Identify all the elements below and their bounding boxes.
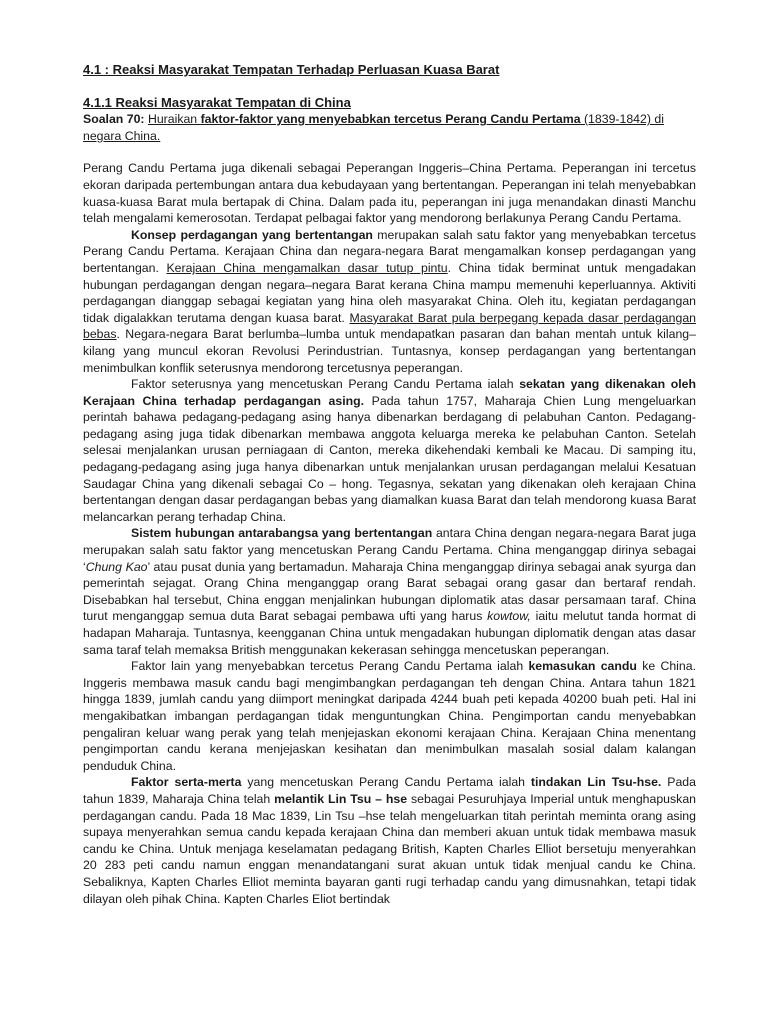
question-text-1: Huraikan: [147, 112, 201, 127]
section-heading: 4.1 : Reaksi Masyarakat Tempatan Terhadap Perluasan Kuasa Barat: [83, 62, 500, 77]
text-run: Pada tahun 1839, Maharaja China telah: [83, 775, 696, 806]
text-run: Faktor lain yang menyebabkan tercetus Perang Candu Pertama ialah: [131, 659, 529, 674]
bold-phrase: melantik Lin Tsu – hse: [274, 791, 408, 806]
paragraph-sekatan: [83, 376, 696, 525]
subsection-heading: 4.1.1 Reaksi Masyarakat Tempatan di China: [83, 94, 351, 110]
bold-phrase: Konsep perdagangan yang bertentangan: [131, 227, 373, 242]
italic-phrase: kowtow,: [487, 609, 531, 624]
text-run: . China tidak berminat untuk mengadakan hubungan perdagangan dengan negara–negara Barat kerana China mampu memenuhi keperluannya. Aktiviti perdagangan dianggap sebagai kegiatan yang hina oleh masyarakat China. Oleh itu, kegiatan perdagangan tidak digalakkan terutama dengan kuasa barat.: [83, 260, 697, 325]
question-text-bold: faktor-faktor yang menyebabkan tercetus Perang Candu Pertama: [200, 112, 581, 127]
text-run: iaitu melutut tanda hormat di hadapan Maharaja. Tuntasnya, keengganan China untuk mengadakan hubungan diplomatik dengan atas dasar sama taraf telah memaksa British menggunakan kekerasan sehingga mencetuskan peperangan.: [83, 609, 696, 657]
text-run: Pada tahun 1757, Maharaja Chien Lung mengeluarkan perintah bahawa pedagang-pedagang asing hanya dibenarkan berdagang di pelabuhan Canton. Pedagang-pedagang asing juga tidak dibenarkan membawa anggota keluarga mereka ke pelabuhan Canton. Setelah selesai menjalankan urusan perniagaan di Canton, mereka dikehendaki kembali ke Macau. Di samping itu, pedagang-pedagang asing juga hanya dibenarkan untuk menjalankan urusan perdagangan melalui Kesatuan Saudagar China yang dikenali sebagai Co – hong. Tegasnya, sekatan yang dikenakan oleh kerajaan China bertentangan dengan dasar perdagangan bebas yang diamalkan kuasa Barat dan telah mendorong kuasa Barat melancarkan perang terhadap China.: [83, 393, 697, 524]
text-run: ke China. Inggeris membawa masuk candu bagi mengimbangkan perdagangan teh dengan China. Antara tahun 1821 hingga 1839, jumlah candu yang diimport meningkat daripada 4244 buah peti kepada 40200 buah peti. Hal ini mengakibatkan imbangan perdagangan tidak menguntungkan China. Pengimportan candu menyebabkan pengaliran keluar wang perak yang telah menjejaskan ekonomi kerajaan China. Kerajaan China menentang pengimportan candu kerana menjejaskan kesihatan dan menimbulkan masalah sosial dalam kalangan penduduk China.: [83, 659, 696, 773]
text-run: yang mencetuskan Perang Candu Pertama ialah: [241, 775, 531, 790]
bold-phrase: sekatan yang dikenakan oleh Kerajaan China terhadap perdagangan asing.: [83, 377, 696, 408]
bold-phrase: Faktor serta-merta: [131, 775, 242, 790]
question-label: Soalan 70:: [83, 112, 145, 127]
bold-phrase: kemasukan candu: [528, 659, 637, 674]
bold-phrase: tindakan Lin Tsu-hse.: [530, 775, 662, 790]
text-run: ’ atau pusat dunia yang bertamadun. Maharaja China menganggap dirinya sebagai anak syurga dan pemerintah sejagat. Orang China menganggap orang Barat sebagai orang gasar dan bertaraf rendah. Disebabkan hal tersebut, China enggan menjalinkan hubungan diplomatik atas dasar persamaan taraf. China turut menganggap semua duta Barat sebagai pembawa ufti yang harus: [83, 559, 696, 624]
text-run: merupakan salah satu faktor yang menyebabkan tercetus Perang Candu Pertama. Kerajaan China dan negara-negara Barat mengamalkan konsep perdagangan yang bertentangan.: [83, 227, 696, 275]
underlined-phrase: Kerajaan China mengamalkan dasar tutup pintu: [166, 260, 448, 275]
paragraph-konsep-perdagangan: [83, 227, 696, 376]
text-run: Faktor seterusnya yang mencetuskan Perang Candu Pertama ialah: [131, 377, 520, 392]
paragraph-intro: Perang Candu Pertama juga dikenali sebagai Peperangan Inggeris–China Pertama. Peperangan ini tercetus ekoran daripada pertembungan antara dua kebudayaan yang bertentangan. Peperangan ini telah menyebabkan kuasa-kuasa Barat mula bertapak di China. Dalam pada itu, peperangan ini juga menandakan dinasti Manchu telah mengalami kemerosotan. Terdapat pelbagai faktor yang mendorong berlakunya Perang Candu Pertama.: [83, 161, 696, 226]
paragraph-hubungan-antarabangsa: [83, 525, 696, 658]
text-run: sebagai Pesuruhjaya Imperial untuk menghapuskan perdagangan candu. Pada 18 Mac 1839, Lin Tsu –hse telah mengeluarkan titah perintah meminta orang asing supaya menyerahkan semua candu kepada kerajaan China dan memberi akuan untuk tidak membawa masuk candu ke China. Untuk menjaga keselamatan pedagang British, Kapten Charles Elliot bersetuju menyerahkan 20 283 peti candu namun enggan menandatangani surat akuan untuk tidak menjual candu ke China. Sebaliknya, Kapten Charles Elliot meminta bayaran ganti rugi terhadap candu yang dimusnahkan, tetapi tidak dilayan oleh pihak China. Kapten Charles Eliot bertindak: [83, 791, 696, 906]
paragraph-kemasukan-candu: [83, 658, 696, 774]
bold-phrase: Sistem hubungan antarabangsa yang bertentangan: [131, 526, 433, 541]
question-text-2: (1839-1842) di negara China.: [83, 112, 664, 143]
paragraph-faktor-serta-merta: [83, 774, 696, 907]
text-run: . Negara-negara Barat berlumba–lumba untuk mendapatkan pasaran dan bahan mentah untuk kilang–kilang yang muncul ekoran Revolusi Perindustrian. Tuntasnya, konsep perdagangan yang bertentangan menimbulkan konflik seterusnya mendorong tercetusnya peperangan.: [83, 327, 696, 375]
italic-phrase: Chung Kao: [85, 559, 148, 574]
question: [83, 111, 696, 144]
text-run: antara China dengan negara-negara Barat juga merupakan salah satu faktor yang mencetuskan Perang Candu Pertama. China menganggap dirinya sebagai ‘: [83, 526, 696, 574]
underlined-phrase: Masyarakat Barat pula berpegang kepada dasar perdagangan bebas: [83, 310, 696, 342]
